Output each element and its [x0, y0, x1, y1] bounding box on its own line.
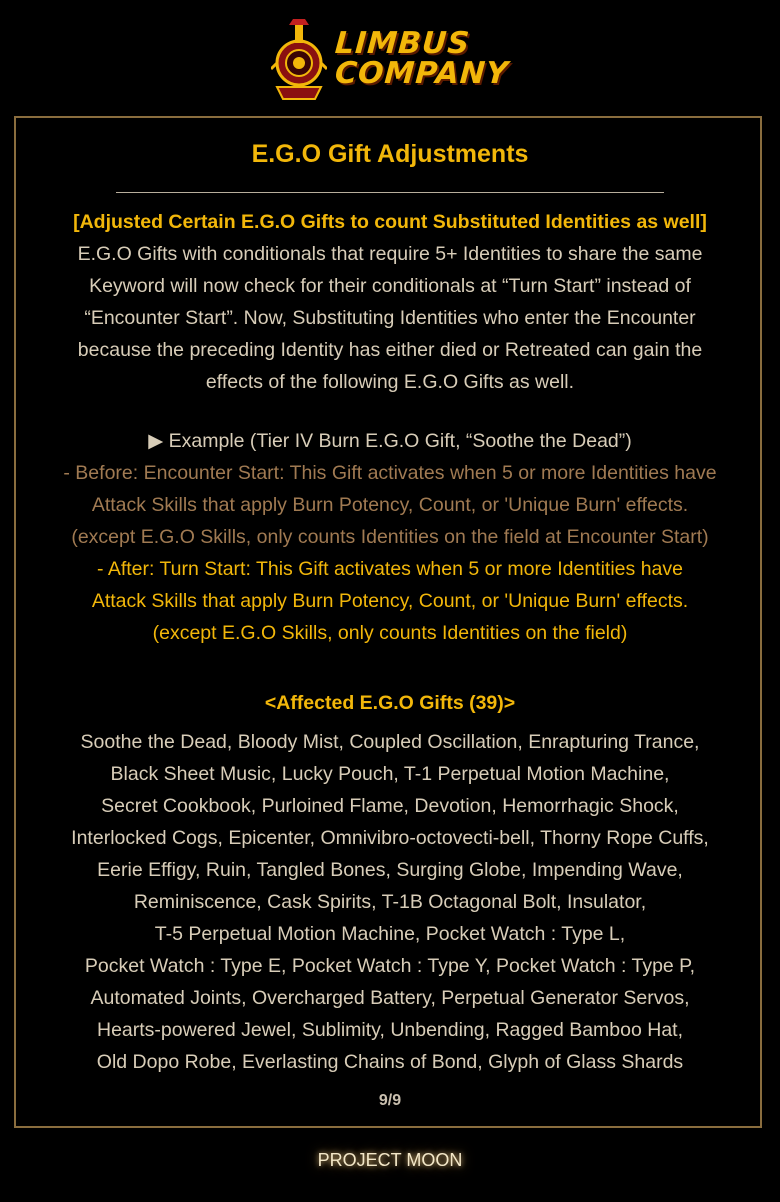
project-moon-footer: PROJECT MOON	[317, 1150, 463, 1170]
before-line: - Before: Encounter Start: This Gift activates when 5 or more Identities have	[63, 462, 717, 484]
page-title: E.G.O Gift Adjustments	[251, 140, 529, 168]
affected-line: Black Sheet Music, Lucky Pouch, T-1 Perpetual Motion Machine,	[110, 763, 670, 785]
example-block	[30, 425, 750, 649]
subheading: [Adjusted Certain E.G.O Gifts to count Substituted Identities as well]	[73, 211, 707, 233]
after-line: - After: Turn Start: This Gift activates when 5 or more Identities have	[97, 558, 683, 580]
body-line: because the preceding Identity has either died or Retreated can gain the	[77, 339, 703, 361]
logo-wordmark	[333, 26, 511, 91]
limbus-company-logo	[0, 14, 780, 104]
affected-line: Pocket Watch : Type E, Pocket Watch : Type Y, Pocket Watch : Type P,	[84, 955, 696, 977]
affected-line: Interlocked Cogs, Epicenter, Omnivibro-octovecti-bell, Thorny Rope Cuffs,	[71, 827, 709, 849]
affected-line: Reminiscence, Cask Spirits, T-1B Octagonal Bolt, Insulator,	[133, 891, 647, 913]
logo-text-line2: COMPANY	[333, 56, 511, 91]
body-line: Keyword will now check for their conditionals at “Turn Start” instead of	[89, 275, 691, 297]
after-line: Attack Skills that apply Burn Potency, Count, or 'Unique Burn' effects.	[91, 590, 689, 612]
company-emblem-icon	[271, 17, 327, 101]
body-line: “Encounter Start”. Now, Substituting Identities who enter the Encounter	[84, 307, 696, 329]
affected-line: Automated Joints, Overcharged Battery, Perpetual Generator Servos,	[90, 987, 690, 1009]
affected-line: Soothe the Dead, Bloody Mist, Coupled Oscillation, Enrapturing Trance,	[80, 731, 700, 753]
after-line: (except E.G.O Skills, only counts Identities on the field)	[152, 622, 628, 644]
description-block	[30, 206, 750, 398]
page-indicator: 9/9	[378, 1092, 402, 1109]
affected-line: Eerie Effigy, Ruin, Tangled Bones, Surging Globe, Impending Wave,	[97, 859, 683, 881]
affected-heading: <Affected E.G.O Gifts (39)>	[264, 692, 516, 714]
affected-line: Hearts-powered Jewel, Sublimity, Unbending, Ragged Bamboo Hat,	[96, 1019, 684, 1041]
before-line: (except E.G.O Skills, only counts Identities on the field at Encounter Start)	[71, 526, 709, 548]
logo-text-line1: LIMBUS	[333, 26, 472, 61]
before-line: Attack Skills that apply Burn Potency, Count, or 'Unique Burn' effects.	[91, 494, 689, 516]
example-heading: ▶ Example (Tier IV Burn E.G.O Gift, “Soothe the Dead”)	[148, 430, 632, 452]
body-line: effects of the following E.G.O Gifts as well.	[205, 371, 575, 393]
body-line: E.G.O Gifts with conditionals that require 5+ Identities to share the same	[77, 243, 703, 265]
title-divider	[116, 192, 664, 193]
affected-line: Old Dopo Robe, Everlasting Chains of Bond, Glyph of Glass Shards	[96, 1051, 684, 1073]
affected-line: Secret Cookbook, Purloined Flame, Devotion, Hemorrhagic Shock,	[101, 795, 679, 817]
affected-line: T-5 Perpetual Motion Machine, Pocket Watch : Type L,	[154, 923, 626, 945]
affected-list	[30, 726, 750, 1078]
